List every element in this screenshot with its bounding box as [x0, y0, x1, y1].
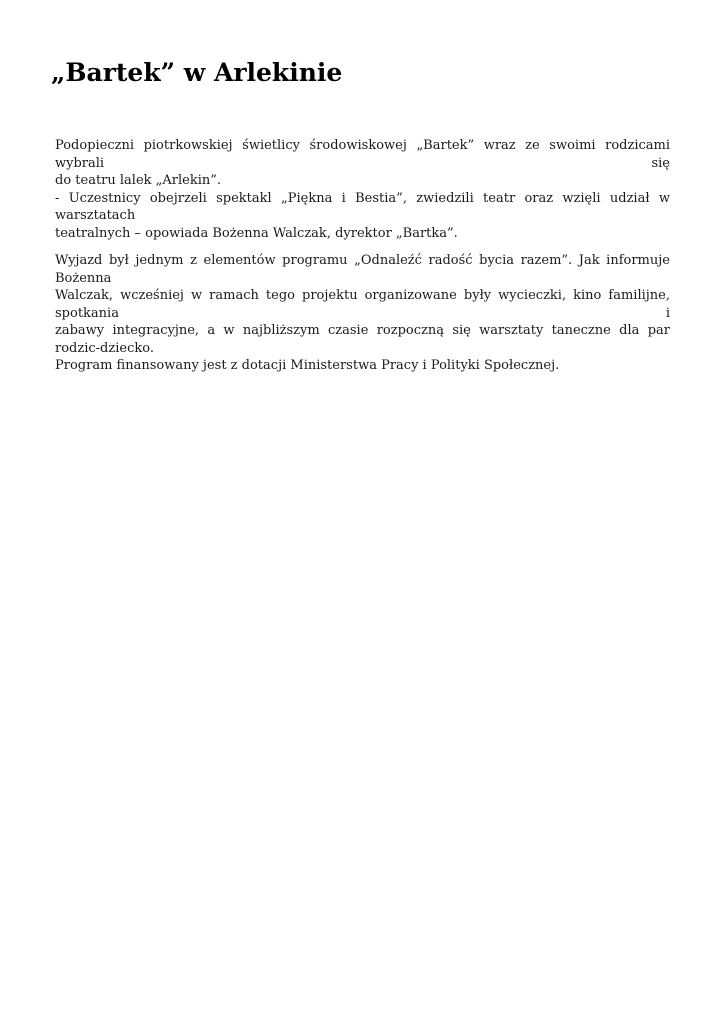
paragraph-intro-line-1: Podopieczni piotrkowskiej świetlicy środowiskowej „Bartek” wraz ze swoimi rodzicami wybrali się	[55, 138, 670, 171]
paragraph-intro	[55, 137, 670, 242]
paragraph-program-line-4: rodzic-dziecko.	[55, 340, 154, 356]
paragraph-program	[55, 252, 670, 375]
paragraph-spacer	[55, 242, 670, 252]
paragraph-intro-line-3: - Uczestnicy obejrzeli spektakl „Piękna i Bestia”, zwiedzili teatr oraz wzięli udział w warsztatach	[55, 190, 670, 223]
paragraph-intro-line-4: teatralnych – opowiada Bożenna Walczak, dyrektor „Bartka”.	[55, 225, 458, 241]
paragraph-program-line-3: zabawy integracyjne, a w najbliższym czasie rozpoczną się warsztaty taneczne dla par	[55, 323, 670, 338]
article-body	[55, 137, 670, 375]
paragraph-intro-line-2: do teatru lalek „Arlekin”.	[55, 173, 222, 188]
paragraph-program-line-2: Walczak, wcześniej w ramach tego projektu organizowane były wycieczki, kino familijne, spotkania i	[55, 288, 670, 321]
paragraph-program-line-1: Wyjazd był jednym z elementów programu „Odnaleźć radość bycia razem”. Jak informuje Bożenna	[55, 253, 670, 286]
paragraph-program-line-5: Program finansowany jest z dotacji Ministerstwa Pracy i Polityki Społecznej.	[55, 358, 560, 373]
page-title: „Bartek” w Arlekinie	[51, 58, 343, 87]
